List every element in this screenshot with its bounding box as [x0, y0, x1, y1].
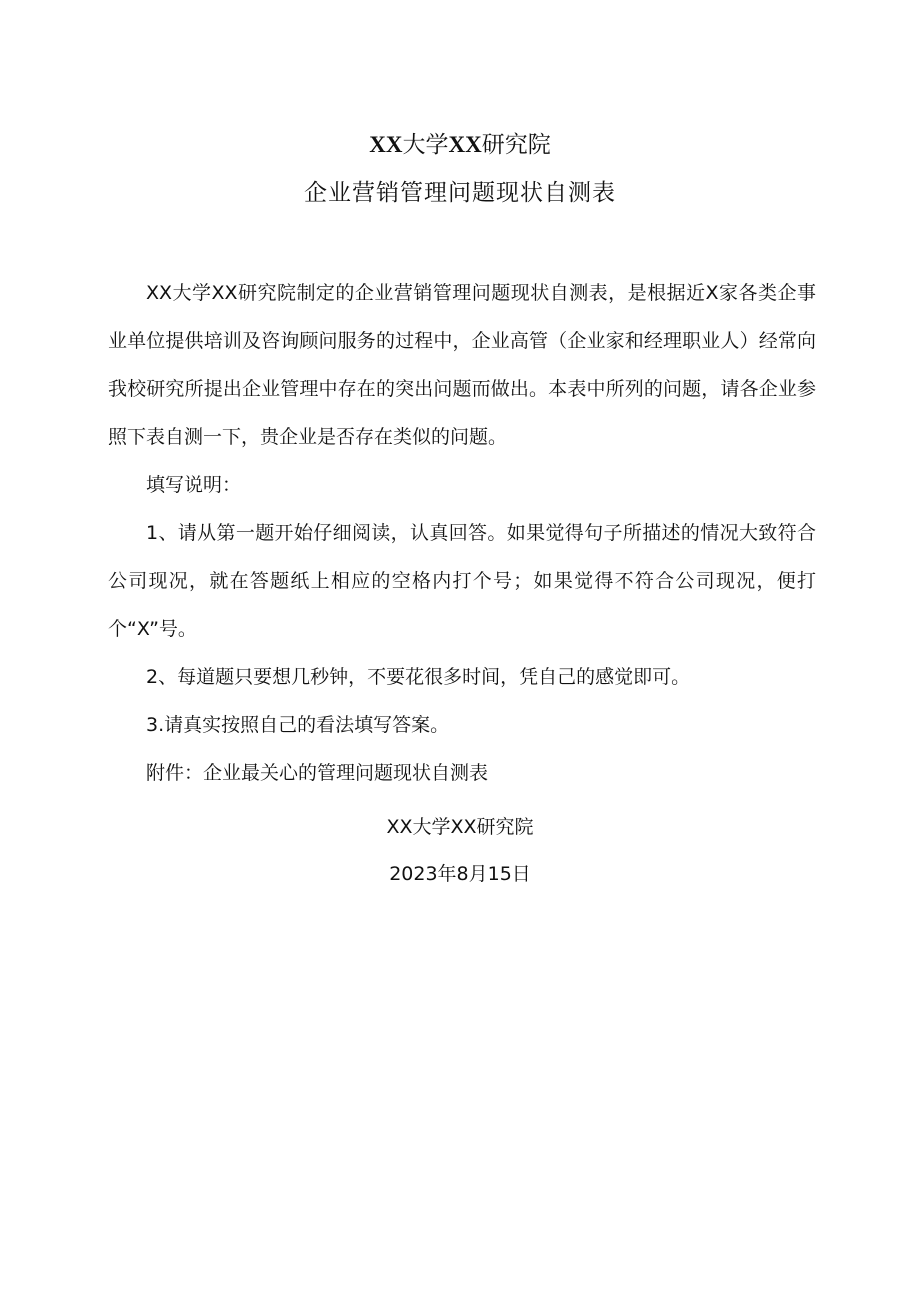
instruction-item-2: 2、每道题只要想几秒钟，不要花很多时间，凭自己的感觉即可。: [146, 666, 691, 688]
instruction-item-3-block: [108, 701, 816, 749]
intro-paragraph: XX大学XX研究院制定的企业营销管理问题现状自测表，是根据近X家各类企事业单位提供培训及咨询顾问服务的过程中，企业高管（企业家和经理职业人）经常向我校研究所提出企业管理中存在的突出问题而做出。本表中所列的问题，请各企业参照下表自测一下，贵企业是否存在类似的问题。: [108, 282, 816, 448]
instruction-item-1-block: [108, 509, 816, 653]
intro-section: [108, 269, 816, 461]
signature-organization: XX大学XX研究院: [386, 816, 534, 838]
title-mid2: XX: [448, 132, 482, 157]
attachment-block: [108, 749, 816, 797]
instructions-heading: 填写说明：: [146, 474, 242, 496]
instruction-item-1: 1、请从第一题开始仔细阅读，认真回答。如果觉得句子所描述的情况大致符合公司现况，就在答题纸上相应的空格内打个号；如果觉得不符合公司现况，便打个“X”号。: [108, 522, 816, 640]
title-suffix: 研究院: [481, 132, 551, 158]
attachment-note: 附件：企业最关心的管理问题现状自测表: [146, 762, 489, 784]
title-prefix: XX: [369, 132, 403, 157]
instructions-heading-block: [108, 461, 816, 509]
signature-date: 2023年8月15日: [389, 863, 531, 885]
instruction-item-3: 3.请真实按照自己的看法填写答案。: [146, 714, 450, 736]
title-mid1: 大学: [402, 132, 449, 158]
instruction-item-2-block: [108, 653, 816, 701]
document-title: [0, 128, 920, 162]
document-subtitle: 企业营销管理问题现状自测表: [304, 180, 616, 206]
